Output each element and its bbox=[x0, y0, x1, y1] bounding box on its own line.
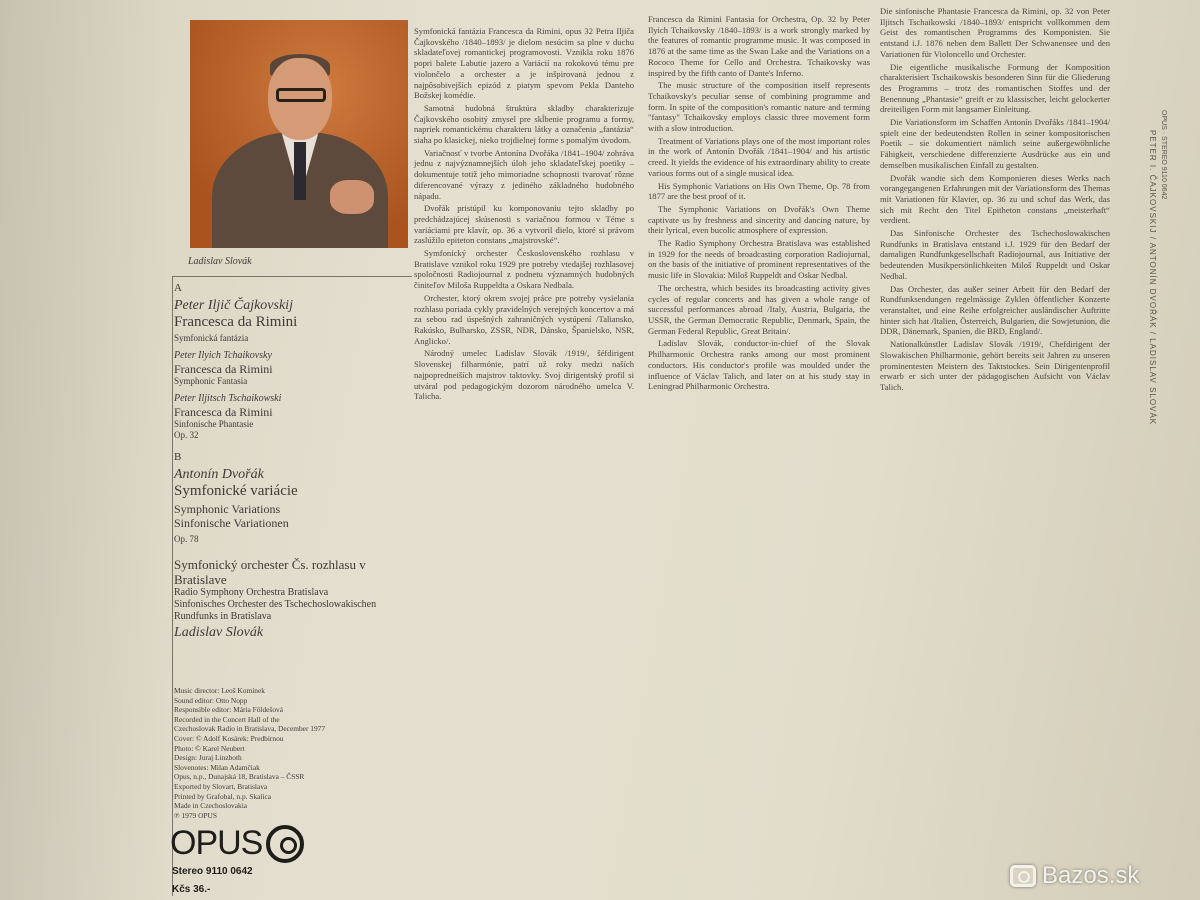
side-a-subtitle-de: Sinfonische Phantasie bbox=[174, 419, 254, 429]
side-a-title-en: Francesca da Rimini bbox=[174, 362, 273, 376]
price-label: Kčs 36.- bbox=[172, 884, 211, 895]
tracklist bbox=[174, 282, 410, 641]
catalog-number: Stereo 9110 0642 bbox=[172, 866, 253, 877]
opus-logo bbox=[170, 824, 304, 863]
note-paragraph: The Symphonic Variations on Dvořák's Own Theme captivate us by freshness and sincerity and dancing nature, by their lyrical, even bucolic atmosphere of expression. bbox=[648, 203, 870, 236]
spine-label: OPUS · STEREO 9110 0642 bbox=[1160, 110, 1167, 200]
side-b-title-cz: Symfonické variácie bbox=[174, 483, 298, 499]
note-paragraph: Dvořák pristúpil ku komponovaniu tejto skladby po predchádzajúcej skúsenosti s variačnou formou v Téme s variáciami pre klavír, op. 36 a vytvoril dielo, ktoré si právom zaslúžilo epiteton constans „majstrovské“. bbox=[414, 203, 634, 246]
side-a-subtitle-cz: Symfonická fantázia bbox=[174, 333, 249, 343]
note-paragraph: Die eigentliche musikalische Formung der Komposition charakterisiert Tschaikowskis besonderen Sinn für die Gliederung des Programms – trotz des romantischen Stoffes und der Benennung „Phantasie“ greift er zu klassischer, leicht gelockerter dreiteiligen Form mit langsamer Einleitung. bbox=[880, 61, 1110, 115]
side-b-letter: B bbox=[174, 451, 182, 463]
note-paragraph: Francesca da Rimini Fantasia for Orchestra, Op. 32 by Peter Ilyich Tchaikovsky /1840–1893/ is a work strongly marked by the features of romantic programme music. It was composed in 1876 at the same time as the Swan Lake and the Variations on a Rococo Theme for Cello and Orchestra. Tchaikovsky was inspired by the fifth canto of Dante's Inferno. bbox=[648, 14, 870, 78]
side-a-title-de: Francesca da Rimini bbox=[174, 405, 273, 419]
credit-line: Czechoslovak Radio in Bratislava, December 1977 bbox=[174, 724, 326, 734]
watermark-text: Bazos.sk bbox=[1042, 862, 1140, 889]
liner-notes-slovak bbox=[414, 26, 634, 404]
note-paragraph: Dvořák wandte sich dem Komponieren dieses Werks nach vorangegangenen Erfahrungen mit der Variationsform des Themas mit Variationen für Klavier, op. 36 zu und schuf das Werk, das sich mit Recht den Titel Epitheton constans „meisterhaft“ verdient. bbox=[880, 172, 1110, 226]
note-paragraph: Das Sinfonische Orchester des Tschechoslowakischen Rundfunks in Bratislava entstand i.J. 1929 für den Bedarf der damaligen Rundfunkgesellschaft Radiojournal, aus Initiative der bedeutenden Musikpersönlichkeiten Miloš Ruppeldt und Oskar Nedbal. bbox=[880, 228, 1110, 281]
left-edge-shadow bbox=[0, 0, 170, 900]
note-paragraph: Ladislav Slovák, conductor-in-chief of the Slovak Philharmonic Orchestra ranks among our most prominent conductors. His conductor's profile was moulded under the influence of Václav Talich, and later on at his study stay in Leningrad Philharmonic Orchestra. bbox=[648, 338, 870, 392]
note-paragraph: The orchestra, which besides its broadcasting activity gives cycles of regular concerts and has given a whole range of successful performances abroad /Italy, Austria, Bulgaria, the USSR, the German Democratic Republic, Denmark, Spain, the German Federal Republic, Great Britain/. bbox=[648, 282, 870, 336]
side-a-letter: A bbox=[174, 282, 182, 294]
side-b-opus: Op. 78 bbox=[174, 534, 199, 544]
camera-icon bbox=[1010, 865, 1036, 887]
photo-caption: Ladislav Slovák bbox=[188, 256, 252, 267]
credit-line: Photo: © Karel Neubert bbox=[174, 743, 245, 753]
side-a-title-cz: Francesca da Rimini bbox=[174, 314, 298, 330]
credit-line: Recorded in the Concert Hall of the bbox=[174, 714, 280, 724]
note-paragraph: Národný umelec Ladislav Slovák /1919/, šéfdirigent Slovenskej filharmónie, patrí už roky medzi naších najpopredneiších majstrov taktovky. Svoj dirigentský profil si utváral pod pedagogickým dozorom národného umelca V. Talicha. bbox=[414, 348, 634, 402]
orchestra-name-cz: Symfonický orchester Čs. rozhlasu v Bratislave bbox=[174, 557, 366, 587]
divider-horizontal bbox=[172, 276, 412, 277]
note-paragraph: His Symphonic Variations on His Own Theme, Op. 78 from 1877 are the best proof of it. bbox=[648, 180, 870, 202]
orchestra-name-de: Sinfonisches Orchester des Tschechoslowakischen Rundfunks in Bratislava bbox=[174, 599, 377, 622]
credit-line: Exported by Slovart, Bratislava bbox=[174, 781, 268, 791]
site-watermark bbox=[1010, 862, 1139, 890]
note-paragraph: Treatment of Variations plays one of the most important roles in the work of Antonín Dvořák /1841–1904/ and his artistic creed. It yields the evidence of his extraordinary ability to create various forms out of a single musical idea. bbox=[648, 135, 870, 178]
credit-line: Slovenotes: Milan Adamčiak bbox=[174, 762, 260, 772]
side-a-composer-cz: Peter Iljič Čajkovskij bbox=[174, 298, 293, 313]
side-b-title-en: Symphonic Variations bbox=[174, 502, 281, 516]
divider-vertical bbox=[172, 276, 173, 896]
note-paragraph: Symfonická fantázia Francesca da Rimini, opus 32 Petra Iljiča Čajkovského /1840–1893/ je dielom nesúcim sa plne v duchu skladateľovej romantickej programovosti. Vznikla roku 1876 popri balete Labutie jazero a Variácií na rokokovú tému pre violončelo a orchester a je inšpirovaná jednou z najpôsobivejších epizód z piatym spevom Pekla Danteho Božskej komédie. bbox=[414, 26, 634, 101]
credit-line: Sound editor: Otto Nopp bbox=[174, 695, 248, 705]
side-b-title-de: Sinfonische Variationen bbox=[174, 516, 289, 530]
side-a-opus: Op. 32 bbox=[174, 430, 199, 440]
credit-line: Opus, n.p., Dunajská 18, Bratislava – ČSSR bbox=[174, 772, 305, 782]
note-paragraph: Die Variationsform im Schaffen Antonín Dvořáks /1841–1904/ spielt eine der bedeutendsten Rollen in seiner kompositorischen Poetik – sie dokumentiert nämlich seine außergewöhnliche Fähigkeit, verschiedene differenzierte Ausdrücke aus ein und demselben musikalischen Einfall zu gestalten. bbox=[880, 117, 1110, 170]
credit-line: Cover: © Adolf Kosárek: Predbirnou bbox=[174, 733, 284, 743]
note-paragraph: Orchester, ktorý okrem svojej práce pre potreby vysielania rozhlasu poriada cykly pravidelných verejných koncertov a má za sebou rad úspešných zahraničných vystúpení /Taliansko, Rakúsko, Bulharsko, ZSSR, NDR, Dánsko, Španielsko, NSR, Anglicko/. bbox=[414, 292, 634, 346]
conductor-photo bbox=[190, 20, 408, 248]
side-b-composer: Antonín Dvořák bbox=[174, 467, 264, 482]
note-paragraph: Die sinfonische Phantasie Francesca da Rimini, op. 32 von Peter Iljitsch Tschaikowski /1840–1893/ entspricht vollkommen dem Geist des romantischen Programms des Komponisten. Sie entstand i.J. 1876 neben dem Ballett Der Schwanensee und den Variationen für Violoncello und Orchester. bbox=[880, 6, 1110, 59]
credit-line: Responsible editor: Mária Földešová bbox=[174, 705, 283, 715]
credit-line: Music director: Leoš Komínek bbox=[174, 686, 265, 695]
spine-text: PETER I. ČAJKOVSKIJ / ANTONÍN DVOŘÁK / LADISLAV SLOVÁK bbox=[1148, 130, 1157, 426]
liner-notes-german bbox=[880, 6, 1110, 395]
note-paragraph: Variačnosť v tvorbe Antonína Dvořáka /1841–1904/ zohráva jednu z najvýznamnejších úloh jeho skladateľskej poetiky – dokumentuje totiž jeho mimoriadne schopnosti tvarovať rôzne diferencované výrazy z jediného základného hudobného nápadu. bbox=[414, 147, 634, 201]
side-a-subtitle-en: Symphonic Fantasia bbox=[174, 376, 248, 386]
liner-notes-english bbox=[648, 14, 870, 394]
credit-line: Printed by Grafobal, n.p. Skalica bbox=[174, 791, 272, 801]
conductor-name: Ladislav Slovák bbox=[174, 625, 264, 640]
note-paragraph: The music structure of the composition itself represents Tchaikovsky's peculiar sense of combining programme and form. In spite of the composition's romantic nature and terming "fantasy" Tchaikovsky employs classic three movement form with a slow introduction. bbox=[648, 80, 870, 134]
note-paragraph: The Radio Symphony Orchestra Bratislava was established in 1929 for the needs of broadcasting corporation Radiojurnal, on the basis of the initiative of prominent representatives of the music life in Slovakia: Miloš Ruppeldt and Oskar Nedbal. bbox=[648, 238, 870, 281]
note-paragraph: Samotná hudobná štruktúra skladby charakterizuje Čajkovského osobitý zmysel pre skĺbenie programu a formy, napriek romantickému charakteru látky a označenia „fantázia“ siaha po klasickej, nieko trojdielnej forme s pomalým úvodom. bbox=[414, 102, 634, 146]
side-a-composer-en: Peter Ilyich Tchaikovsky bbox=[174, 350, 272, 361]
credit-line: ℗ 1979 OPUS bbox=[174, 810, 217, 820]
side-a-composer-de: Peter Iljitsch Tschaikowski bbox=[174, 393, 282, 404]
production-credits bbox=[174, 686, 410, 820]
note-paragraph: Das Orchester, das außer seiner Arbeit für den Bedarf der Rundfunksendungen regelmässige Zyklen öffentlicher Konzerte veranstaltet, und eine Reihe erfolgreicher ausländischer Auftritte hinter sich hat /Italien, Österreich, Bulgarien, die Sowjetunion, die DDR, Dänemark, Spanien, die BRD, England/. bbox=[880, 283, 1110, 337]
note-paragraph: Nationalkünstler Ladislav Slovák /1919/, Chefdirigent der Slowakischen Philharmonie, gehört bereits seit Jahren zu unseren prominentesten Meistern des Taktstockes. Sein Dirigentenprofil erwarb er sich unter der pädagogischen Aufsicht von Václav Talich. bbox=[880, 339, 1110, 392]
credit-line: Design: Juraj Linzboth bbox=[174, 753, 242, 763]
opus-wordmark: OPUS bbox=[170, 824, 263, 862]
orchestra-name-en: Radio Symphony Orchestra Bratislava bbox=[174, 587, 329, 598]
note-paragraph: Symfonický orchester Československého rozhlasu v Bratislave vznikol roku 1929 pre potreby vtedajšej rozhlasovej spoločnosti Radiojournal z podnetu významných hudobných činiteľov Miloša Ruppeldta a Oskara Nedbala. bbox=[414, 248, 634, 291]
credit-line: Made in Czechoslovakia bbox=[174, 801, 248, 811]
opus-emblem-icon bbox=[266, 825, 304, 863]
